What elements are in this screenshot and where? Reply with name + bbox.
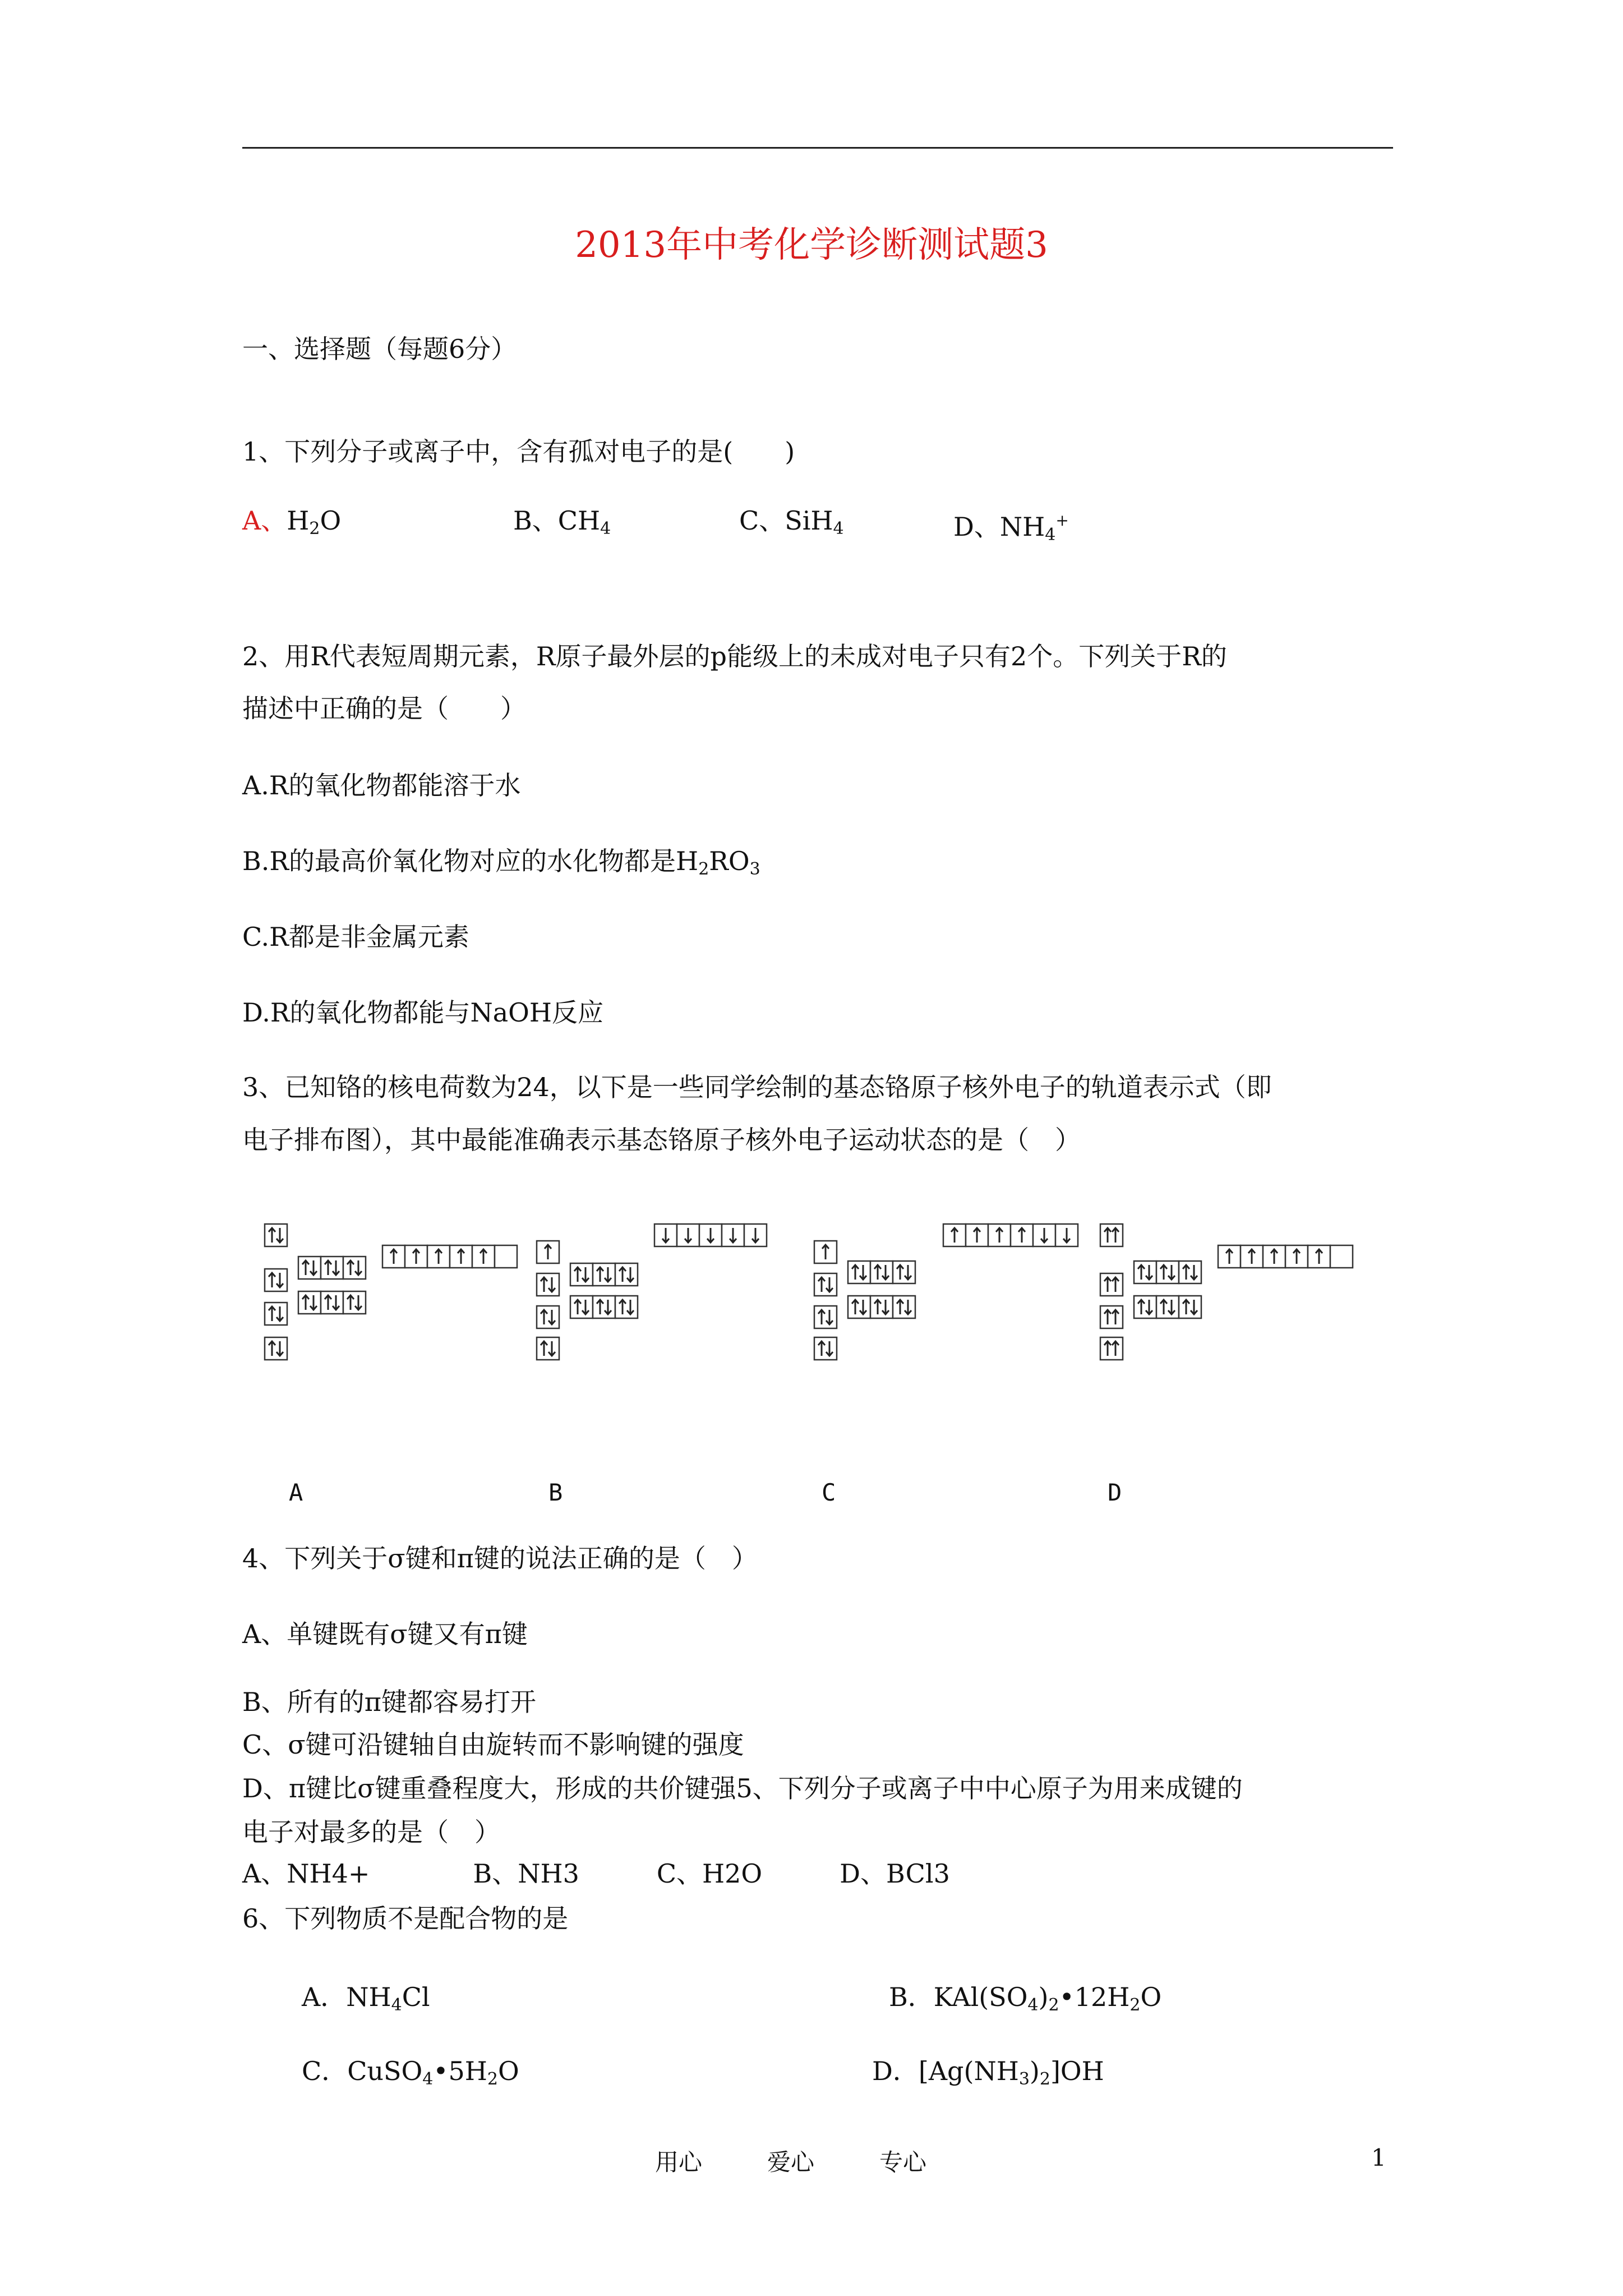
page-title: 2013年中考化学诊断测试题3 xyxy=(575,224,1048,266)
q2-option-b: B.R的最高价氧化物对应的水化物都是$H_2RO_3$ xyxy=(242,846,760,879)
q5-options: A、NH4+ B、NH3 C、H2O D、BCl3 xyxy=(242,1858,950,1889)
q5-stem-line2: 电子对最多的是（ ） xyxy=(242,1817,500,1847)
orbital-diagram-b xyxy=(537,1224,767,1360)
section-heading: 一、选择题（每题6分） xyxy=(242,334,517,364)
header-rule xyxy=(242,147,1393,149)
diagram-label-b: B xyxy=(548,1479,563,1506)
q6-stem: 6、下列物质不是配合物的是 xyxy=(242,1903,569,1934)
q2-stem-line2: 描述中正确的是（ ） xyxy=(242,693,526,724)
q3-stem-line2: 电子排布图），其中最能准确表示基态铬原子核外电子运动状态的是（ ） xyxy=(242,1125,1081,1155)
q4-option-c: C、σ键可沿键轴自由旋转而不影响键的强度 xyxy=(242,1729,744,1760)
q6-option-d: D．$[Ag(NH_3)_2]OH$ xyxy=(872,2056,1104,2089)
q2-stem-line1: 2、用R代表短周期元素，R原子最外层的p能级上的未成对电子只有2个。下列关于R的 xyxy=(242,641,1227,671)
q1-option-d: D、$NH_4^+$ xyxy=(953,511,1069,545)
diagram-label-a: A xyxy=(289,1479,303,1506)
q3-stem-line1: 3、已知铬的核电荷数为24，以下是一些同学绘制的基态铬原子核外电子的轨道表示式（即 xyxy=(242,1072,1272,1102)
orbital-diagram-a xyxy=(265,1224,517,1360)
page-number: 1 xyxy=(1371,2144,1386,2171)
q6-option-a: A．$NH_4Cl$ xyxy=(302,1982,430,2015)
q1-stem: 1、下列分子或离子中，含有孤对电子的是( ) xyxy=(242,436,795,467)
q2-option-d: D.R的氧化物都能与NaOH反应 xyxy=(242,997,603,1028)
q6-option-b: B．$KAl(SO_4)_2•12H_2O$ xyxy=(889,1982,1162,2015)
q2-option-c: C.R都是非金属元素 xyxy=(242,922,469,952)
q1-option-a: A、$H_2O$ xyxy=(242,505,342,539)
q4-option-b: B、所有的π键都容易打开 xyxy=(242,1687,537,1717)
footer-motto-2: 爱心 xyxy=(767,2148,815,2176)
orbital-diagrams xyxy=(242,1206,1398,1397)
q4-option-a: A、单键既有σ键又有π键 xyxy=(242,1619,528,1649)
footer-motto-1: 用心 xyxy=(655,2148,703,2176)
q1-option-c: C、SiH$_4$ xyxy=(739,505,844,539)
orbital-diagram-c xyxy=(814,1224,1078,1360)
q4-option-d-and-q5-stem: D、π键比σ键重叠程度大，形成的共价键强5、下列分子或离子中中心原子为用来成键的 xyxy=(242,1773,1243,1803)
diagram-label-c: C xyxy=(822,1479,836,1506)
q4-stem: 4、下列关于σ键和π键的说法正确的是（ ） xyxy=(242,1543,758,1573)
diagram-label-d: D xyxy=(1108,1479,1122,1506)
footer-motto-3: 专心 xyxy=(879,2148,927,2176)
q6-option-c: C．$CuSO_4•5H_2O$ xyxy=(302,2056,519,2089)
orbital-diagram-d xyxy=(1100,1224,1353,1360)
q1-option-b: B、$CH_4$ xyxy=(513,505,611,539)
q2-option-a: A.R的氧化物都能溶于水 xyxy=(242,770,521,800)
